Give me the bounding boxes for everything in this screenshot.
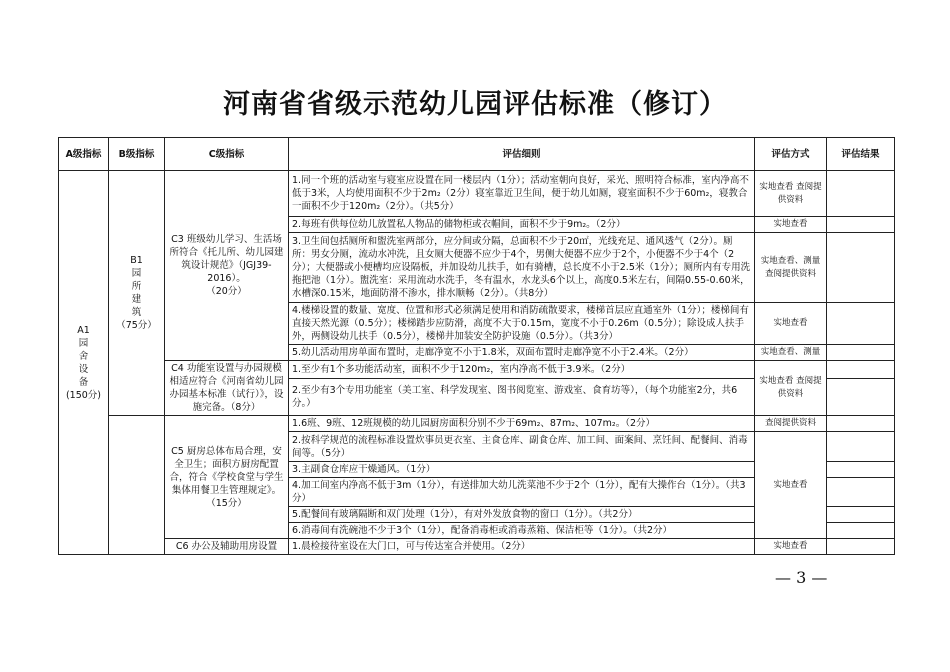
- method-c5-2: 实地查看: [755, 432, 827, 539]
- b1-char: 园: [131, 268, 142, 279]
- evaluation-table: [58, 137, 895, 555]
- result-cell[interactable]: [827, 478, 895, 507]
- method-c5-1: 查阅提供资料: [755, 416, 827, 432]
- page-number: — 3 —: [775, 568, 828, 587]
- detail-c4-1: 1.至少有1个多功能活动室，面积不少于120m₂，室内净高不低于3.9米。（2分）: [289, 361, 755, 379]
- method-c3-1: 实地查看 查阅提供资料: [755, 171, 827, 217]
- a1-code: A1: [77, 324, 90, 336]
- method-c3-5: 实地查看、测量: [755, 345, 827, 361]
- header-method: 评估方式: [755, 138, 827, 171]
- a1-char: 园: [78, 337, 89, 349]
- detail-c3-1: 1.同一个班的活动室与寝室应设置在同一楼层内（1分）；活动室朝向良好，采光、照明符合标准，室内净高不低于3米，人均使用面积不少于2m₂（2分）寝室靠近卫生间，便于幼儿如厕，寝室面积不少于60m₂，寝教合一面积不少于120m₂（2分）。（共5分）: [289, 171, 755, 217]
- detail-c5-4: 4.加工间室内净高不低于3m（1分），有送排加大幼儿洗菜池不少于2个（1分），配有大操作台（1分）。（共3分）: [289, 478, 755, 507]
- detail-c3-5: 5.幼儿活动用房单面布置时，走廊净宽不小于1.8米，双面布置时走廊净宽不小于2.4米。（2分）: [289, 345, 755, 361]
- header-c-level: C级指标: [165, 138, 289, 171]
- document-title: 河南省省级示范幼儿园评估标准（修订）: [223, 89, 727, 120]
- header-details: 评估细则: [289, 138, 755, 171]
- method-c3-4: 实地查看: [755, 303, 827, 345]
- b1-char: 所: [131, 281, 142, 292]
- result-cell[interactable]: [827, 361, 895, 379]
- method-c3-2: 实地查看: [755, 217, 827, 233]
- a1-char: 备: [78, 376, 89, 388]
- table-row: [59, 171, 895, 217]
- a1-char: 舍: [78, 350, 89, 362]
- header-b-level: B级指标: [109, 138, 165, 171]
- detail-c3-3: 3.卫生间包括厕所和盥洗室两部分，应分间或分隔，总面积不少于20㎡，光线充足、通风透气（2分）。厕所：男女分厕，流动水冲洗，且女厕大便器不应少于4个，男侧大便器不应少于2个，小便器不少于4个（2分）；大便器或小便槽均应设隔板，并加设幼儿扶手，如有骑槽，总长度不小于2.5米（1分）；厕所内有专用洗拖把池（1分）。盥洗室：采用流动水洗手，冬有温水，水龙头6个以上，高度0.5米左右，间隔0.55-0.60米，水槽深0.15米，地面防滑不渗水，排水顺畅（2分）。（共8分）: [289, 233, 755, 303]
- c6-cell: C6 办公及辅助用房设置: [165, 539, 289, 555]
- b1-cell: [109, 171, 165, 416]
- table-row: [59, 416, 895, 432]
- a1-cell: [59, 171, 109, 555]
- a1-char: 设: [78, 363, 89, 375]
- c5-cell: C5 厨房总体布局合理，安全卫生；面积方厨房配置合，符合《学校食堂与学生集体用餐卫生管理规定》。（15分）: [165, 416, 289, 539]
- detail-c5-6: 6.消毒间有洗碗池不少于3个（1分），配备消毒柜或消毒蒸箱、保洁柜等（1分）。（共2分）: [289, 523, 755, 539]
- result-cell[interactable]: [827, 523, 895, 539]
- result-cell[interactable]: [827, 432, 895, 462]
- detail-c4-2: 2.至少有3个专用功能室（美工室、科学发现室、图书阅览室、游戏室、食育坊等），（每个功能室2分，共6分。）: [289, 378, 755, 415]
- detail-c5-2: 2.按科学规范的流程标准设置炊事员更衣室、主食仓库、副食仓库、加工间、面案间、烹饪间、配餐间、消毒间等。（5分）: [289, 432, 755, 462]
- method-c3-3: 实地查看、测量 查阅提供资料: [755, 233, 827, 303]
- detail-c3-2: 2.每班有供每位幼儿放置私人物品的储物柜或衣帽间，面积不少于9m₂。（2分）: [289, 217, 755, 233]
- result-cell[interactable]: [827, 378, 895, 415]
- result-cell[interactable]: [827, 233, 895, 303]
- table-row: [59, 539, 895, 555]
- table-row: [59, 361, 895, 379]
- c3-score: （20分）: [206, 286, 247, 297]
- result-cell[interactable]: [827, 507, 895, 523]
- c3-cell: [165, 171, 289, 361]
- detail-c5-5: 5.配餐间有玻璃隔断和双门处理（1分），有对外发放食物的窗口（1分）。（共2分）: [289, 507, 755, 523]
- header-a-level: A级指标: [59, 138, 109, 171]
- b1-char: 建: [131, 294, 142, 305]
- result-cell[interactable]: [827, 462, 895, 478]
- detail-c6-1: 1.晨检接待室设在大门口，可与传达室合并使用。（2分）: [289, 539, 755, 555]
- header-result: 评估结果: [827, 138, 895, 171]
- b1-score: （75分）: [116, 320, 157, 331]
- c4-cell: C4 功能室设置与办园规模相适应符合《河南省幼儿园办园基本标准（试行）》，设施完备。（8分）: [165, 361, 289, 416]
- result-cell[interactable]: [827, 217, 895, 233]
- a1-score: (150分): [65, 389, 102, 401]
- b-cell-empty: [109, 416, 165, 555]
- c3-label: C3 班级幼儿学习、生活场所符合《托儿所、幼儿园建筑设计规范》（JGJ39-2016）。: [169, 234, 284, 284]
- result-cell[interactable]: [827, 303, 895, 345]
- method-c4: 实地查看 查阅提供资料: [755, 361, 827, 416]
- method-c6-1: 实地查看: [755, 539, 827, 555]
- detail-c5-3: 3.主副食仓库应干燥通风。（1分）: [289, 462, 755, 478]
- header-row: [59, 138, 895, 171]
- detail-c3-4: 4.楼梯设置的数量、宽度、位置和形式必须满足使用和消防疏散要求，楼梯首层应直通室外（1分）；楼梯间有直接天然光源（0.5分）；楼梯踏步应防滑，高度不大于0.15m，宽度不小于0.26m（0.5分）；除设成人扶手外，两侧设幼儿扶手（0.5分），楼梯井加装安全防护设施（0.5分）。（共3分）: [289, 303, 755, 345]
- result-cell[interactable]: [827, 416, 895, 432]
- result-cell[interactable]: [827, 171, 895, 217]
- b1-char: 筑: [131, 307, 142, 318]
- result-cell[interactable]: [827, 345, 895, 361]
- detail-c5-1: 1.6班、9班、12班规模的幼儿园厨房面积分别不少于69m₂、87m₂、107m₂。（2分）: [289, 416, 755, 432]
- result-cell[interactable]: [827, 539, 895, 555]
- b1-code: B1: [130, 255, 143, 266]
